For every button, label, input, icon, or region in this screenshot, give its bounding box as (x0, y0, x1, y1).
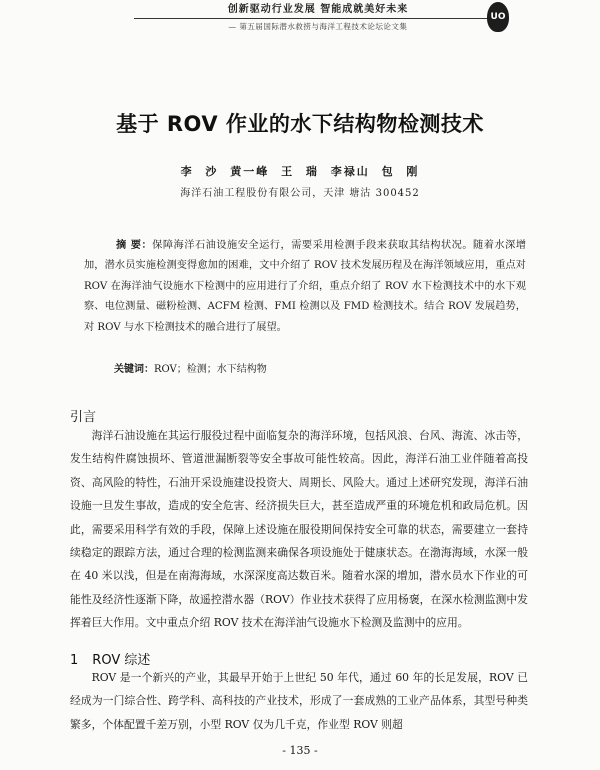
section-1-paragraph: ROV 是一个新兴的产业，其最早开始于上世纪 50 年代，通过 60 年的长足发展，ROV 已经成为一门综合性、跨学科、高科技的产业技术，形成了一套成熟的工业产品体系，其型号种类繁多，个体配置千差万别，小型 ROV 仅为几千克，作业型 ROV 则超 (70, 671, 528, 731)
keywords (114, 362, 534, 378)
keywords-text: ROV；检测；水下结构物 (154, 364, 267, 375)
running-header (134, 4, 502, 36)
section-1-number: 1 (70, 653, 79, 668)
paper-affiliation: 海洋石油工程股份有限公司，天津 塘沽 300452 (180, 188, 420, 199)
abstract-label: 摘 要： (116, 240, 153, 251)
paper-authors: 李 沙 黄一峰 王 瑞 李禄山 包 刚 (180, 165, 420, 178)
section-heading-intro (70, 406, 96, 425)
paper-title: 基于 ROV 作业的水下结构物检测技术 (116, 112, 484, 136)
header-rule (134, 18, 502, 19)
logo-text: UO (490, 12, 506, 22)
abstract (84, 236, 526, 338)
section-1-title: ROV 综述 (92, 653, 151, 668)
conference-logo (487, 2, 509, 32)
keywords-label: 关键词： (114, 364, 154, 375)
page-number: - 135 - (282, 744, 318, 757)
intro-heading-text: 引言 (70, 410, 97, 425)
header-line2: — 第五届国际潜水救捞与海洋工程技术论坛论文集 (228, 22, 408, 31)
header-line1: 创新驱动行业发展 智能成就美好未来 (227, 4, 409, 15)
abstract-text: 保障海洋石油设施安全运行，需要采用检测手段来获取其结构状况。随着水深增加，潜水员实施检测变得愈加的困难，文中介绍了 ROV 技术发展历程及在海洋领域应用，重点对 ROV 在海洋油气设施水下检测中的应用进行了介绍，重点介绍了 ROV 水下检测技术中的水下观察、电位测量、磁粉检测、ACFM 检测、FMI 检测以及 FMD 检测技术。结合 ROV 发展趋势，对 ROV 与水下检测技术的融合进行了展望。 (84, 240, 527, 333)
intro-paragraph: 海洋石油设施在其运行服役过程中面临复杂的海洋环境，包括风浪、台风、海流、冰击等，发生结构件腐蚀损坏、管道泄漏断裂等安全事故可能性较高。因此，海洋石油工业伴随着高投资、高风险的特性，石油开采设施建设投资大、周期长、风险大。通过上述研究发现，海洋石油设施一旦发生事故，造成的安全危害、经济损失巨大，甚至造成严重的环境危机和政局危机。因此，需要采用科学有效的手段，保障上述设施在服役期间保持安全可靠的状态，需要建立一套持续稳定的跟踪方法，通过合理的检测监测来确保各项设施处于健康状态。在渤海海域，水深一般在 40 米以浅，但是在南海海域，水深深度高达数百米。随着水深的增加，潜水员水下作业的可能性及经济性逐渐下降，故遥控潜水器（ROV）作业技术获得了应用杨褒，在深水检测监测中发挥着巨大作用。文中重点介绍 ROV 技术在海洋油气设施水下检测及监测中的应用。 (70, 429, 528, 630)
